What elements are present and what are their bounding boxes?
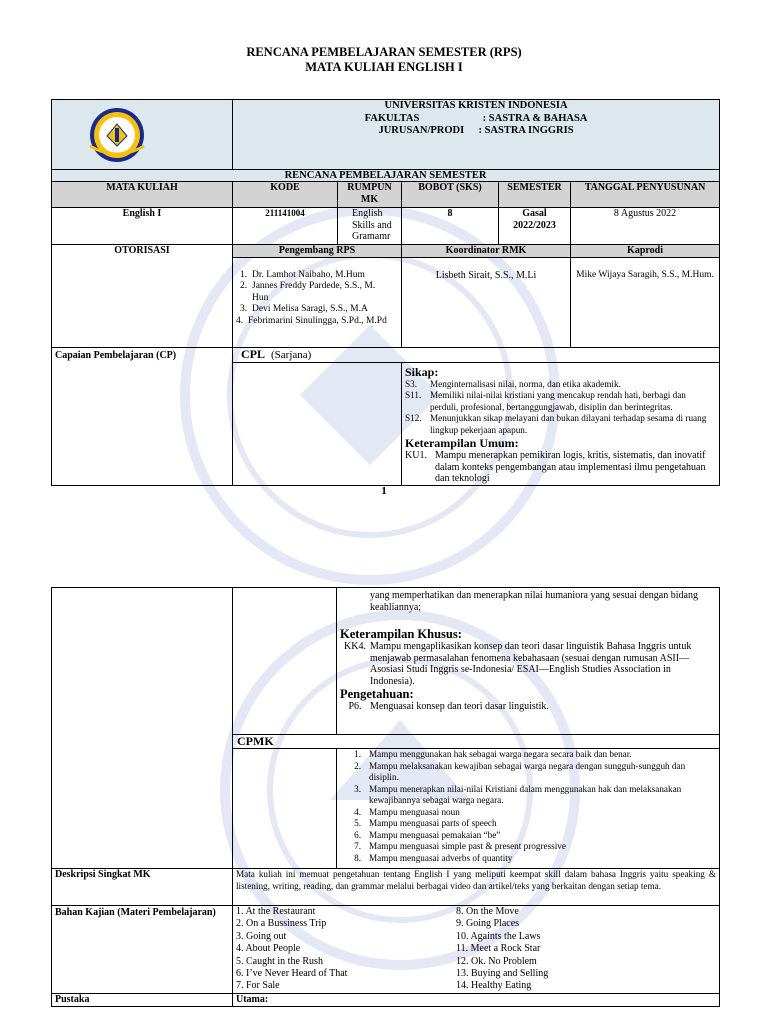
cpmk-item: 7. Mampu menguasai simple past & present progressive [354,841,566,851]
bahan-item: 2. On a Bussiness Trip [236,918,327,930]
pengembang-name: Dr. Lamhot Naibaho, M.Hum [252,269,365,280]
cp-continued-left [52,588,233,869]
bahan-item: 3. Going out [236,930,287,942]
course-date: 8 Agustus 2022 [571,208,720,245]
kk-label: Keterampilan Khusus: [340,627,462,641]
page-number: 1 [381,485,387,497]
cpl-left-blank [233,362,402,485]
bahan-item: 8. On the Move [456,906,519,917]
bahan-list [233,906,720,994]
col-header-kode: KODE [233,182,338,208]
ku1-text: Mampu menerapkan pemikiran logis, kritis, sistematis, dan inovatif dalam konteks pengembangan atau implementasi ilmu pengetahuan dan teknologi [435,450,706,484]
bahan-label: Bahan Kajian (Materi Pembelajaran) [52,906,233,994]
cp-label: Capaian Pembelajaran (CP) [52,347,233,485]
deskripsi-label: Deskripsi Singkat MK [52,869,233,906]
faculty-value: : SASTRA & BAHASA [482,112,588,124]
bahan-item: 5. Caught in the Rush [236,955,323,967]
col-header-rumpun: RUMPUN MK [338,182,402,208]
cpmk-label: CPMK [233,735,720,749]
pustaka-utama: Utama: [233,993,720,1006]
sikap-label: Sikap: [405,364,439,379]
bahan-item: 7. For Sale [236,980,280,992]
rps-table-page2 [51,587,720,1007]
p6-text: Menguasai konsep dan teori dasar linguistik. [370,701,549,712]
pengembang-list: 1. Dr. Lamhot Naibaho, M.Hum 2. Jannes Freddy Pardede, S.S., M. Hun 3. Devi Melisa Saragi, S.S., M.A 4. Febrimarini Sinulingga, S.Pd., M.Pd [233,257,402,347]
course-code: 211141004 [233,208,338,245]
pengembang-name: Devi Melisa Saragi, S.S., M.A [252,304,368,314]
rps-subtitle: RENCANA PEMBELAJARAN SEMESTER [52,170,720,182]
faculty-label: FAKULTAS [364,112,420,124]
university-header [233,100,720,170]
koordinator-header: Koordinator RMK [402,245,571,258]
cpl-left-blank-2 [233,588,337,735]
col-header-bobot: BOBOT (SKS) [402,182,499,208]
cpmk-item: 1. Mampu menggunakan hak sebagai warga negara secara baik dan benar. [354,749,632,759]
bahan-item: 6. I’ve Never Heard of That [236,968,348,980]
pengembang-name: Jannes Freddy Pardede, S.S., M. Hun [252,281,376,303]
bahan-item: 13. Buying and Selling [456,968,549,980]
cpmk-item: 3. Mampu menerapkan nilai-nilai Kristiani dalam menggunakan hak dan melaksanakan kewajibannya sebagai warga negara. [354,783,682,805]
cpl-label: CPL [241,346,265,361]
cpmk-item: 6. Mampu menguasai pemakaian “be” [354,829,501,840]
cpmk-item: 8. Mampu menguasai adverbs of quantity [354,852,513,863]
page-title-line1: RENCANA PEMBELAJARAN SEMESTER (RPS) [246,45,522,59]
course-name: English I [52,208,233,245]
bahan-left-col [236,906,456,993]
pengetahuan-label: Pengetahuan: [340,687,414,701]
bahan-right-col [456,906,548,993]
course-rumpun: English Skills and Gramamr [338,208,402,245]
bahan-item: 10. Againts the Laws [456,930,541,942]
cpmk-left-blank [233,749,337,869]
dept-label: JURUSAN/PRODI [378,125,465,136]
ku1-text-cont: yang memperhatikan dan menerapkan nilai humaniora yang sesuai dengan bidang keahliannya; [370,590,698,613]
university-name: UNIVERSITAS KRISTEN INDONESIA [384,100,568,111]
bahan-item: 11. Meet a Rock Star [456,943,541,955]
pustaka-label: Pustaka [52,993,233,1006]
cpl-header [233,347,720,362]
cpl-content-page2: yang memperhatikan dan menerapkan nilai humaniora yang sesuai dengan bidang keahliannya; Keterampilan Khusus: KK4. Mampu mengaplikasikan konsep dan teori dasar linguistik Bahasa Inggris untuk menjawab permasalahan fenomena kebahasaan (sesuai dengan rumusan ASII—Asosiasi Studi Inggris se-Indonesia/ ESAI—English Studies Association in Indonesia). Pengetahuan: P6. Menguasai konsep dan teori dasar linguistik. [337,588,720,735]
pengembang-header: Pengembang RPS [233,245,402,258]
pengembang-name: Febrimarini Sinulingga, S.Pd., M.Pd [248,315,387,326]
sikap-item: Memiliki nilai-nilai kristiani yang mencakup rendah hati, berbagi dan perduli, profesional, bertanggungjawab, disiplin dan berintegritas. [430,390,686,412]
dept-value: : SASTRA INGGRIS [478,125,574,136]
bahan-item: 4. About People [236,943,301,955]
koordinator-name: Lisbeth Sirait, S.S., M.Li [402,257,571,347]
bahan-item: 1. At the Restaurant [236,906,316,917]
cpmk-item: 2. Mampu melaksanakan kewajiban sebagai warga negara dengan sungguh-sungguh dan disiplin. [354,760,686,782]
col-header-mata-kuliah: MATA KULIAH [52,182,233,208]
page-title-line2: MATA KULIAH ENGLISH I [305,60,463,74]
cpmk-item: 5. Mampu menguasai parts of speech [354,818,497,828]
deskripsi-text: Mata kuliah ini memuat pengetahuan tentang English I yang meliputi keempat skill dalam bahasa Inggris yaitu speaking & listening, writing, reading, dan grammar melalui berbagai video dan artikel/teks yang berkaitan dengan setiap tema. [233,869,720,906]
bahan-item: 14. Healthy Eating [456,980,532,992]
cpl-content-page1: Sikap: S3. Menginternalisasi nilai, norma, dan etika akademik. S11. Memiliki nilai-nilai kristiani yang mencakup rendah hati, berbagi dan perduli, profesional, bertanggungjawab, disiplin dan berintegritas. S12. Menunjukkan sikap melayani dan bukan dilayani terhadap sesama di ruang lingkup pekerjaan apapun. Keterampilan Umum: KU1. Mampu menerapkan pemikiran logis, kritis, sistematis, dan inovatif dalam konteks pengembangan atau implementasi ilmu pengetahuan dan teknologi [402,362,720,485]
university-logo [82,106,152,164]
kaprodi-name: Mike Wijaya Saragih, S.S., M.Hum. [571,257,720,347]
otorisasi-label: OTORISASI [52,245,233,348]
col-header-semester: SEMESTER [499,182,571,208]
bahan-item: 9. Going Places [456,918,520,930]
course-semester: Gasal 2022/2023 [499,208,571,245]
kk4-text: Mampu mengaplikasikan konsep dan teori dasar linguistik Bahasa Inggris untuk menjawab permasalahan fenomena kebahasaan (sesuai dengan rumusan ASII—Asosiasi Studi Inggris se-Indonesia/ ESAI—English Studies Association in Indonesia). [370,641,692,687]
cpmk-item: 4. Mampu menguasai noun [354,806,460,817]
ku-label: Keterampilan Umum: [405,436,519,450]
sikap-item: Menunjukkan sikap melayani dan bukan dilayani terhadap sesama di ruang lingkup pekerjaan apapun. [430,413,707,435]
course-sks: 8 [402,208,499,245]
cpl-sub: (Sarjana) [271,348,312,361]
cpmk-list [337,749,717,864]
kaprodi-header: Kaprodi [571,245,720,258]
cpmk-list-cell [337,749,720,869]
sikap-item: Menginternalisasi nilai, norma, dan etika akademik. [430,378,621,389]
bahan-item: 12. Ok. No Problem [456,955,537,967]
col-header-tanggal: TANGGAL PENYUSUNAN [571,182,720,208]
